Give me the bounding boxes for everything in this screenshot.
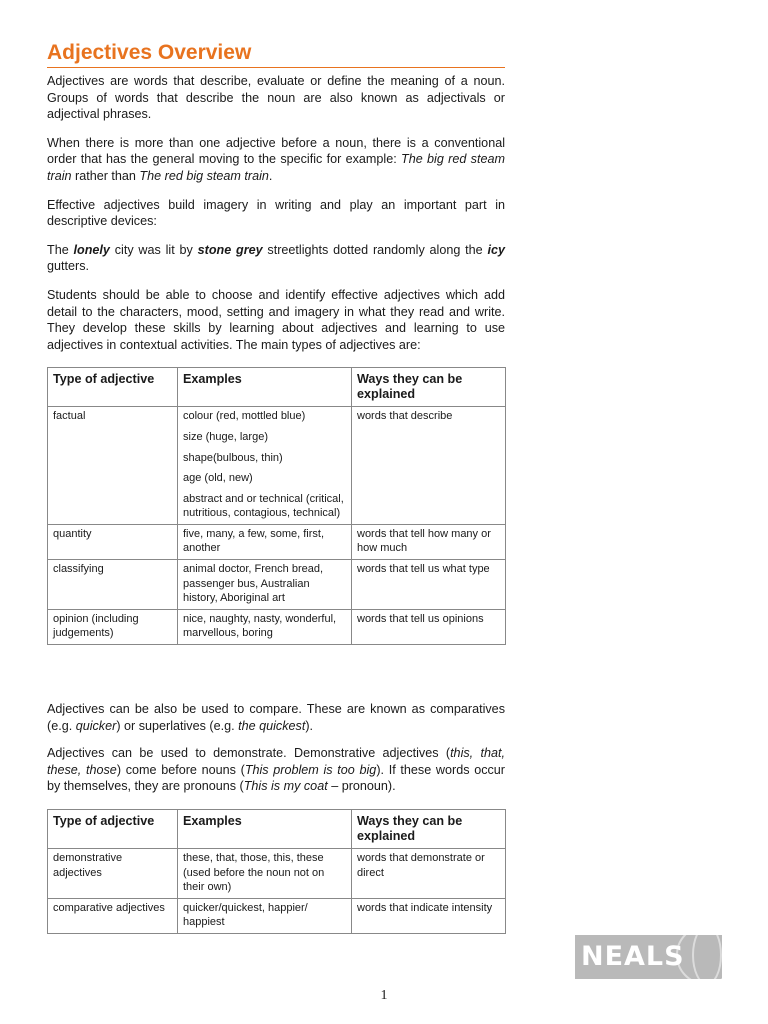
example-line: age (old, new) (183, 472, 253, 485)
example-line: shape(bulbous, thin) (183, 451, 283, 464)
table-cell-examples: five, many, a few, some, first, another (178, 524, 352, 559)
table-header-row (48, 810, 506, 849)
text-run: ) come before nouns ( (116, 762, 245, 777)
example-italic: This problem is too big (244, 762, 377, 777)
table-cell-type: classifying (48, 560, 178, 610)
text-run: ). (305, 718, 314, 733)
adjective-highlight: stone grey (197, 242, 263, 257)
paragraph-definition: Adjectives are words that describe, evaluate or define the meaning of a noun. Groups of words that describe the noun are also known as adjectivals or adjectival phrases. (47, 74, 505, 122)
paragraph-order (47, 135, 505, 185)
document-page (47, 40, 505, 934)
text-run: . (268, 168, 273, 183)
text-run: Adjectives can be used to demonstrate. Demonstrative adjectives ( (47, 746, 451, 761)
table-header: Type of adjective (48, 368, 178, 407)
table-cell-type: demonstrative adjectives (48, 849, 178, 899)
page-title: Adjectives Overview (47, 40, 505, 68)
adjective-highlight: lonely (73, 242, 110, 257)
adjective-types-table (47, 367, 506, 645)
table-cell-type: comparative adjectives (48, 898, 178, 933)
example-line: colour (red, mottled blue) (183, 410, 306, 423)
table-header: Examples (178, 368, 352, 407)
table-row (48, 609, 506, 644)
text-run: Adjectives can be also be used to compare. These are known as comparatives (e.g. (47, 702, 505, 733)
example-italic: This is my coat (243, 779, 328, 794)
table-row (48, 849, 506, 899)
paragraph-compare (47, 701, 505, 734)
text-run: rather than (71, 168, 140, 183)
table-cell-examples: quicker/quickest, happier/ happiest (178, 898, 352, 933)
text-run: – pronoun). (327, 779, 396, 794)
table-header: Type of adjective (48, 810, 178, 849)
table-header: Ways they can be explained (352, 368, 506, 407)
table-cell-examples: nice, naughty, nasty, wonderful, marvellous, boring (178, 609, 352, 644)
table-cell-type: opinion (including judgements) (48, 609, 178, 644)
table-cell-examples: animal doctor, French bread, passenger bus, Australian history, Aboriginal art (178, 560, 352, 610)
table-cell-ways: words that indicate intensity (352, 898, 506, 933)
example-italic: The big red steam train (47, 152, 505, 183)
text-run: city was lit by (109, 242, 198, 257)
table-row (48, 560, 506, 610)
text-run: The (47, 242, 74, 257)
example-italic: this, that, these, those (47, 746, 505, 777)
text-run: When there is more than one adjective before a noun, there is a conventional order that has the general moving to the specific for example: (47, 135, 505, 167)
table-cell-examples (178, 407, 352, 525)
globe-meridian-icon (692, 935, 722, 979)
table-row (48, 524, 506, 559)
example-italic: the quickest (238, 718, 306, 733)
table-cell-type: factual (48, 407, 178, 525)
logo-text: NEALS (581, 941, 685, 972)
paragraph-example-sentence (47, 242, 505, 275)
table-header-row (48, 368, 506, 407)
neals-logo (575, 935, 722, 979)
text-run: ). If these words occur by themselves, they are pronouns ( (47, 762, 505, 794)
demonstrative-comparative-table (47, 809, 506, 934)
example-italic: The red big steam train (139, 168, 269, 183)
table-row (48, 407, 506, 525)
page-number: 1 (380, 988, 388, 1003)
table-cell-ways: words that tell us what type (352, 560, 506, 610)
paragraph-demonstrate (47, 745, 505, 795)
table-cell-ways: words that tell us opinions (352, 609, 506, 644)
example-italic: quicker (75, 718, 117, 733)
table-header: Ways they can be explained (352, 810, 506, 849)
table-cell-type: quantity (48, 524, 178, 559)
text-run: streetlights dotted randomly along the (262, 242, 488, 257)
paragraph-students: Students should be able to choose and identify effective adjectives which add detail to the characters, mood, setting and imagery in what they read and write. They develop these skills by learning about adjectives and learning to use adjectives in contextual activities. The main types of adjectives are: (47, 287, 505, 352)
adjective-highlight: icy (487, 242, 505, 257)
text-run: ) or superlatives (e.g. (116, 718, 239, 733)
text-run: gutters. (47, 259, 89, 274)
table-cell-examples: these, that, those, this, these (used before the noun not on their own) (178, 849, 352, 899)
table-cell-ways: words that describe (352, 407, 506, 525)
table-cell-ways: words that demonstrate or direct (352, 849, 506, 899)
example-line: abstract and or technical (critical, nutritious, contagious, technical) (183, 492, 344, 520)
table-cell-ways: words that tell how many or how much (352, 524, 506, 559)
paragraph-imagery: Effective adjectives build imagery in writing and play an important part in descriptive devices: (47, 197, 505, 229)
table-header: Examples (178, 810, 352, 849)
example-line: size (huge, large) (183, 430, 268, 443)
table-row (48, 898, 506, 933)
